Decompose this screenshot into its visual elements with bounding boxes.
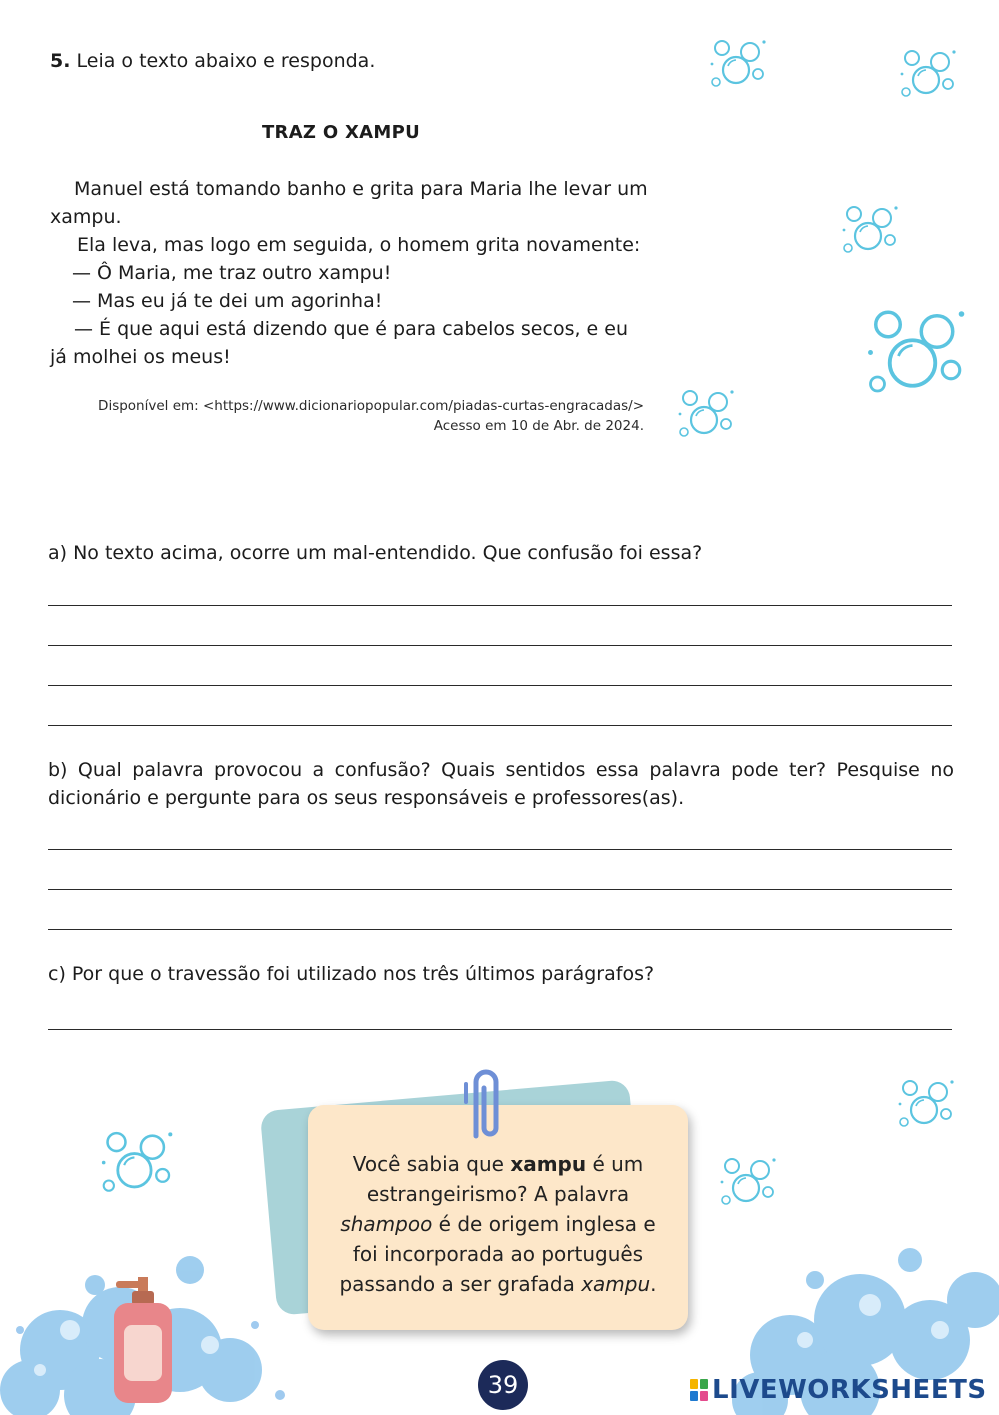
bubbles-icon	[674, 380, 740, 446]
answer-line[interactable]	[48, 889, 952, 890]
story-dialogue: — É que aqui está dizendo que é para cabelos secos, e eu já molhei os meus!	[50, 318, 629, 368]
answer-line[interactable]	[48, 725, 952, 726]
bubbles-icon	[860, 290, 972, 408]
shampoo-bottle-icon	[108, 1275, 180, 1405]
story-text	[50, 175, 650, 371]
note-text-part: é de origem inglesa e foi incorporada ao português passando a ser grafada	[339, 1212, 656, 1296]
bubbles-icon	[716, 1148, 784, 1218]
note-bold-word: xampu	[510, 1152, 587, 1176]
story-dialogue: — Ô Maria, me traz outro xampu!	[72, 262, 392, 284]
bubbles-icon	[896, 40, 968, 112]
answer-line[interactable]	[48, 685, 952, 686]
story-title: TRAZ O XAMPU	[261, 122, 421, 143]
info-note-text	[326, 1149, 670, 1299]
brand-name: LIVEWORKSHEETS	[712, 1375, 987, 1405]
note-text-part: é um estrangeirismo? A palavra	[366, 1152, 644, 1206]
bubbles-icon	[894, 1070, 964, 1142]
bubbles-icon	[838, 196, 904, 262]
answer-line[interactable]	[48, 1029, 952, 1030]
story-source	[44, 396, 644, 436]
answer-line[interactable]	[48, 929, 952, 930]
exercise-number: 5.	[50, 50, 71, 72]
liveworksheets-logo[interactable]	[690, 1376, 987, 1404]
exercise-heading	[50, 50, 375, 72]
answer-line[interactable]	[48, 645, 952, 646]
note-text-part: .	[650, 1272, 657, 1296]
note-italic-word: xampu	[581, 1272, 651, 1296]
story-paragraph: Manuel está tomando banho e grita para Maria lhe levar um xampu.	[50, 178, 648, 228]
source-access-date: Acesso em 10 de Abr. de 2024.	[433, 418, 644, 434]
paperclip-icon	[458, 1066, 512, 1144]
question-a: a) No texto acima, ocorre um mal-entendido. Que confusão foi essa?	[48, 542, 703, 564]
exercise-instruction: Leia o texto abaixo e responda.	[76, 50, 376, 72]
question-b: b) Qual palavra provocou a confusão? Quais sentidos essa palavra pode ter? Pesquise no dicionário e pergunte para os seus responsáveis e professores(as).	[48, 759, 954, 809]
bubbles-icon	[96, 1118, 178, 1202]
brand-grid-icon	[690, 1379, 708, 1401]
answer-line[interactable]	[48, 849, 952, 850]
story-dialogue: — Mas eu já te dei um agorinha!	[72, 290, 383, 312]
note-text-part: Você sabia que	[352, 1152, 511, 1176]
bubbles-icon	[706, 30, 778, 102]
note-italic-word: shampoo	[340, 1212, 433, 1236]
source-url: Disponível em: <https://www.dicionariopopular.com/piadas-curtas-engracadas/>	[98, 398, 644, 414]
page-number: 39	[478, 1360, 528, 1410]
answer-line[interactable]	[48, 605, 952, 606]
question-c: c) Por que o travessão foi utilizado nos três últimos parágrafos?	[48, 963, 655, 985]
story-paragraph: Ela leva, mas logo em seguida, o homem grita novamente:	[77, 234, 641, 256]
